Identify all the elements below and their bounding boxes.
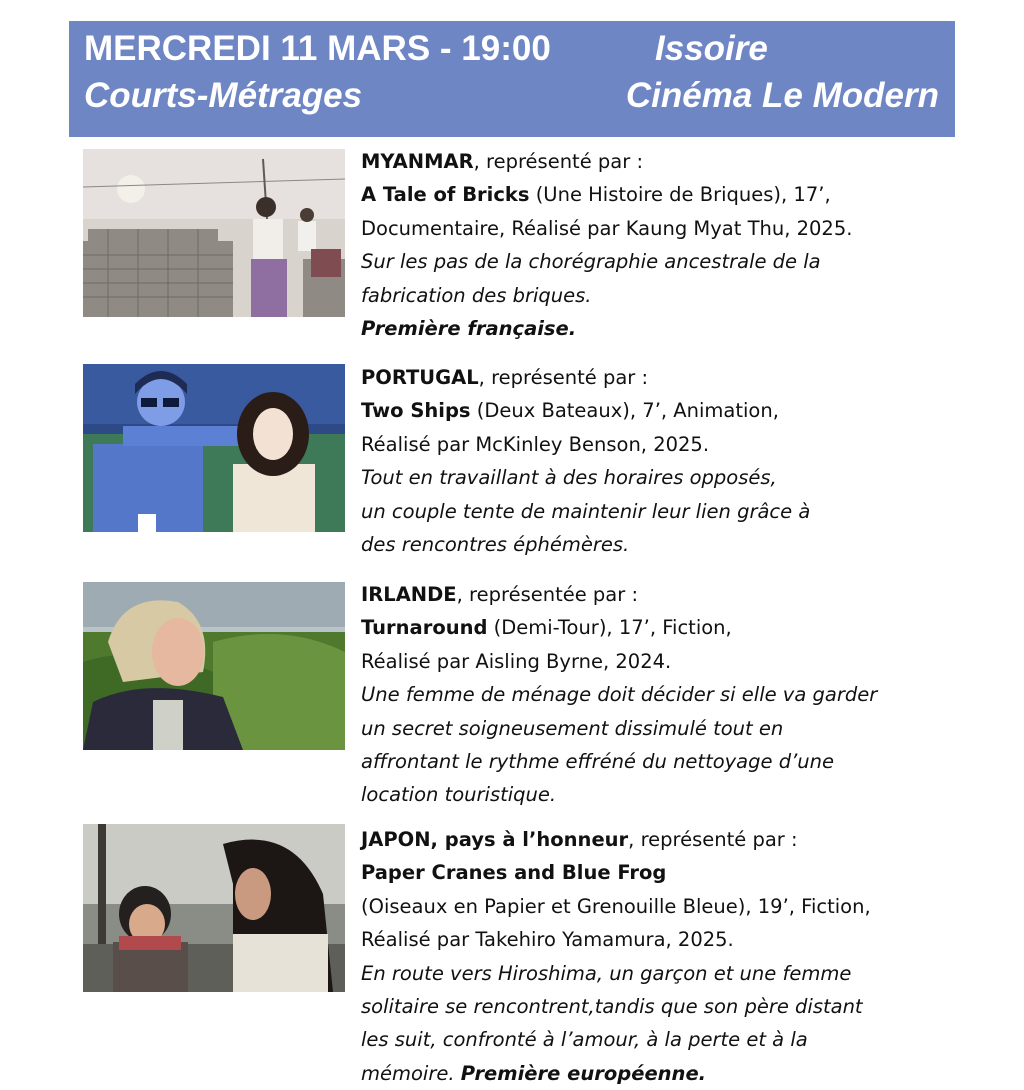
premiere-note: Première française. bbox=[361, 317, 577, 341]
film-info: Réalisé par Aisling Byrne, 2024. bbox=[361, 649, 672, 673]
film-title-translation: (Deux Bateaux), 7’, Animation, bbox=[470, 399, 779, 423]
synopsis-line: En route vers Hiroshima, un garçon et une femme bbox=[361, 961, 852, 985]
synopsis-line: les suit, confronté à l’amour, à la perte et à la bbox=[361, 1028, 808, 1052]
film-details bbox=[361, 578, 1001, 812]
film-info: Réalisé par Takehiro Yamamura, 2025. bbox=[361, 928, 734, 952]
event-date-time: MERCREDI 11 MARS - 19:00 bbox=[84, 29, 551, 68]
country-name: MYANMAR bbox=[361, 150, 474, 173]
title-line bbox=[361, 394, 1001, 427]
event-city: Issoire bbox=[655, 29, 768, 68]
film-title-translation: (Demi-Tour), 17’, Fiction, bbox=[487, 616, 732, 640]
country-line bbox=[361, 145, 1001, 178]
represented-by: , représentée par : bbox=[456, 583, 639, 606]
synopsis-end: mémoire. bbox=[361, 1061, 461, 1085]
film-details bbox=[361, 823, 1001, 1090]
film-details bbox=[361, 361, 1001, 561]
film-title-translation: (Oiseaux en Papier et Grenouille Bleue), 19’, Fiction, bbox=[361, 894, 871, 918]
synopsis-line: Tout en travaillant à des horaires opposés, bbox=[361, 466, 777, 490]
synopsis-line: des rencontres éphémères. bbox=[361, 533, 630, 557]
film-title: Turnaround bbox=[361, 616, 488, 640]
film-title: Paper Cranes and Blue Frog bbox=[361, 861, 667, 885]
film-still-turnaround bbox=[83, 582, 345, 750]
synopsis-line: location touristique. bbox=[361, 783, 557, 807]
title-line bbox=[361, 611, 1001, 644]
country-name: JAPON, pays à l’honneur bbox=[361, 828, 629, 851]
film-still-two-ships bbox=[83, 364, 345, 532]
film-title: Two Ships bbox=[361, 399, 471, 423]
title-line bbox=[361, 178, 1001, 211]
header-banner bbox=[69, 21, 955, 137]
film-title: A Tale of Bricks bbox=[361, 183, 530, 207]
represented-by: , représenté par : bbox=[473, 150, 644, 173]
premiere-note: Première européenne. bbox=[460, 1061, 707, 1085]
synopsis-line bbox=[361, 1057, 1001, 1090]
program-title: Courts-Métrages bbox=[84, 76, 363, 115]
synopsis-line: fabrication des briques. bbox=[361, 283, 592, 307]
film-info: Réalisé par McKinley Benson, 2025. bbox=[361, 432, 710, 456]
synopsis-line: Sur les pas de la chorégraphie ancestrale de la bbox=[361, 250, 821, 274]
country-line bbox=[361, 823, 1001, 856]
film-still-paper-cranes bbox=[83, 824, 345, 992]
film-still-bricks bbox=[83, 149, 345, 317]
film-info: Documentaire, Réalisé par Kaung Myat Thu, 2025. bbox=[361, 216, 853, 240]
venue-name: Cinéma Le Modern bbox=[625, 76, 939, 115]
film-title-translation: (Une Histoire de Briques), 17’, bbox=[529, 183, 831, 207]
country-line bbox=[361, 578, 1001, 611]
film-details bbox=[361, 145, 1001, 345]
synopsis-line: solitaire se rencontrent,tandis que son père distant bbox=[361, 995, 863, 1019]
synopsis-line: un couple tente de maintenir leur lien grâce à bbox=[361, 499, 811, 523]
synopsis-line: Une femme de ménage doit décider si elle va garder bbox=[361, 683, 878, 707]
represented-by: , représenté par : bbox=[628, 828, 798, 851]
represented-by: , représenté par : bbox=[478, 366, 649, 389]
synopsis-line: un secret soigneusement dissimulé tout en bbox=[361, 716, 784, 740]
country-name: IRLANDE bbox=[361, 583, 457, 606]
country-line bbox=[361, 361, 1001, 394]
synopsis-line: affrontant le rythme effréné du nettoyage d’une bbox=[361, 750, 834, 774]
country-name: PORTUGAL bbox=[361, 366, 479, 389]
